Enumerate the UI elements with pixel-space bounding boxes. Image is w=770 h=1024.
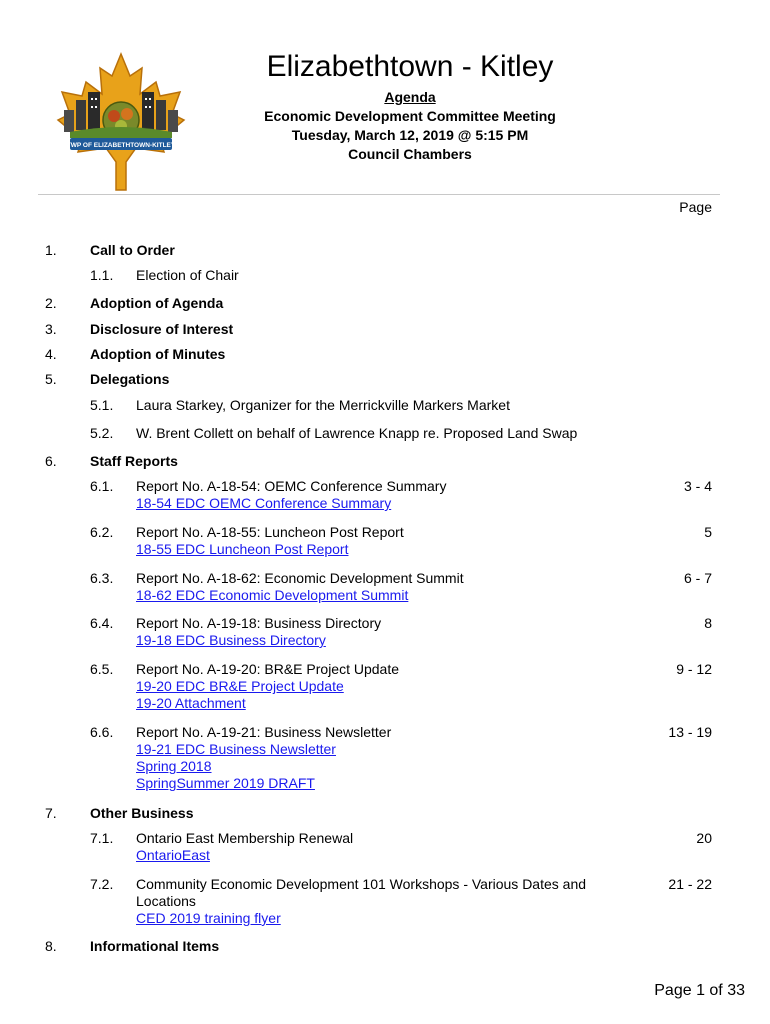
page-footer: Page 1 of 33 xyxy=(654,982,745,999)
section-title: Adoption of Agenda xyxy=(90,295,224,311)
item-number: 6.1. xyxy=(90,478,114,494)
item-text-block xyxy=(136,724,596,792)
item-number: 6.3. xyxy=(90,570,114,586)
page-reference: 8 xyxy=(704,615,712,631)
item-text-block xyxy=(136,615,596,649)
item-description: Report No. A-18-55: Luncheon Post Report xyxy=(136,524,404,540)
attachment-link[interactable]: 19-20 Attachment xyxy=(136,695,246,711)
item-number: 4. xyxy=(45,346,57,362)
item-description: Ontario East Membership Renewal xyxy=(136,830,354,846)
attachment-link[interactable]: 19-18 EDC Business Directory xyxy=(136,632,326,648)
section-title: Disclosure of Interest xyxy=(90,321,234,337)
logo-banner-text: TWP OF ELIZABETHTOWN-KITLEY xyxy=(66,142,176,149)
item-number: 6.4. xyxy=(90,615,114,631)
item-number: 5.1. xyxy=(90,397,114,413)
item-description: Report No. A-19-20: BR&E Project Update xyxy=(136,661,400,677)
item-number: 5.2. xyxy=(90,425,114,441)
section-title: Call to Order xyxy=(90,242,175,258)
page-reference: 3 - 4 xyxy=(683,478,712,494)
section-title: Delegations xyxy=(90,371,170,387)
page-reference: 9 - 12 xyxy=(676,661,712,677)
meeting-date: Tuesday, March 12, 2019 @ 5:15 PM xyxy=(291,127,529,143)
item-text-block xyxy=(136,524,596,558)
attachment-link[interactable]: 19-21 EDC Business Newsletter xyxy=(136,741,336,757)
municipality-name: Elizabethtown - Kitley xyxy=(266,50,554,83)
document-type: Agenda xyxy=(384,89,436,105)
item-description: Community Economic Development 101 Workshops - Various Dates and Locations xyxy=(136,876,587,909)
item-number: 6.2. xyxy=(90,524,114,540)
item-number: 3. xyxy=(45,321,57,337)
item-number: 6.6. xyxy=(90,724,114,740)
item-number: 5. xyxy=(45,371,57,387)
attachment-link[interactable]: 18-62 EDC Economic Development Summit xyxy=(136,587,409,603)
section-title: Other Business xyxy=(90,805,194,821)
attachment-link[interactable]: CED 2019 training flyer xyxy=(136,910,281,926)
header-divider xyxy=(38,194,720,195)
attachment-link[interactable]: 19-20 EDC BR&E Project Update xyxy=(136,678,344,694)
item-text-block xyxy=(136,267,596,284)
page-reference: 5 xyxy=(704,524,712,540)
page-reference: 20 xyxy=(696,830,712,846)
item-number: 7. xyxy=(45,805,57,821)
section-title: Staff Reports xyxy=(90,453,178,469)
item-number: 2. xyxy=(45,295,57,311)
item-number: 1. xyxy=(45,242,57,258)
item-description: Report No. A-18-62: Economic Development Summit xyxy=(136,570,464,586)
agenda-header xyxy=(200,50,620,164)
item-description: Election of Chair xyxy=(136,267,239,283)
item-description: W. Brent Collett on behalf of Lawrence Knapp re. Proposed Land Swap xyxy=(136,425,578,441)
item-text-block xyxy=(136,830,596,864)
attachment-link[interactable]: SpringSummer 2019 DRAFT xyxy=(136,775,315,791)
item-number: 7.2. xyxy=(90,876,114,892)
item-number: 1.1. xyxy=(90,267,114,283)
item-description: Report No. A-18-54: OEMC Conference Summary xyxy=(136,478,447,494)
section-title: Adoption of Minutes xyxy=(90,346,226,362)
meeting-location: Council Chambers xyxy=(348,146,472,162)
attachment-link[interactable]: 18-55 EDC Luncheon Post Report xyxy=(136,541,349,557)
meeting-name: Economic Development Committee Meeting xyxy=(264,108,556,124)
item-number: 6. xyxy=(45,453,57,469)
page-reference: 13 - 19 xyxy=(668,724,712,740)
item-text-block xyxy=(136,661,596,712)
item-text-block xyxy=(136,570,596,604)
item-number: 7.1. xyxy=(90,830,114,846)
item-text-block xyxy=(136,478,596,512)
page-reference: 21 - 22 xyxy=(668,876,712,892)
item-text-block xyxy=(136,425,596,442)
item-description: Laura Starkey, Organizer for the Merrickville Markers Market xyxy=(136,397,510,413)
item-number: 6.5. xyxy=(90,661,114,677)
page-column-label: Page xyxy=(679,199,712,215)
section-title: Informational Items xyxy=(90,938,220,954)
item-description: Report No. A-19-18: Business Directory xyxy=(136,615,382,631)
attachment-link[interactable]: Spring 2018 xyxy=(136,758,212,774)
attachment-link[interactable]: 18-54 EDC OEMC Conference Summary xyxy=(136,495,392,511)
item-text-block xyxy=(136,397,596,414)
item-description: Report No. A-19-21: Business Newsletter xyxy=(136,724,392,740)
attachment-link[interactable]: OntarioEast xyxy=(136,847,210,863)
page-reference: 6 - 7 xyxy=(683,570,712,586)
item-number: 8. xyxy=(45,938,57,954)
item-text-block xyxy=(136,876,596,927)
township-crest-logo xyxy=(56,52,186,192)
